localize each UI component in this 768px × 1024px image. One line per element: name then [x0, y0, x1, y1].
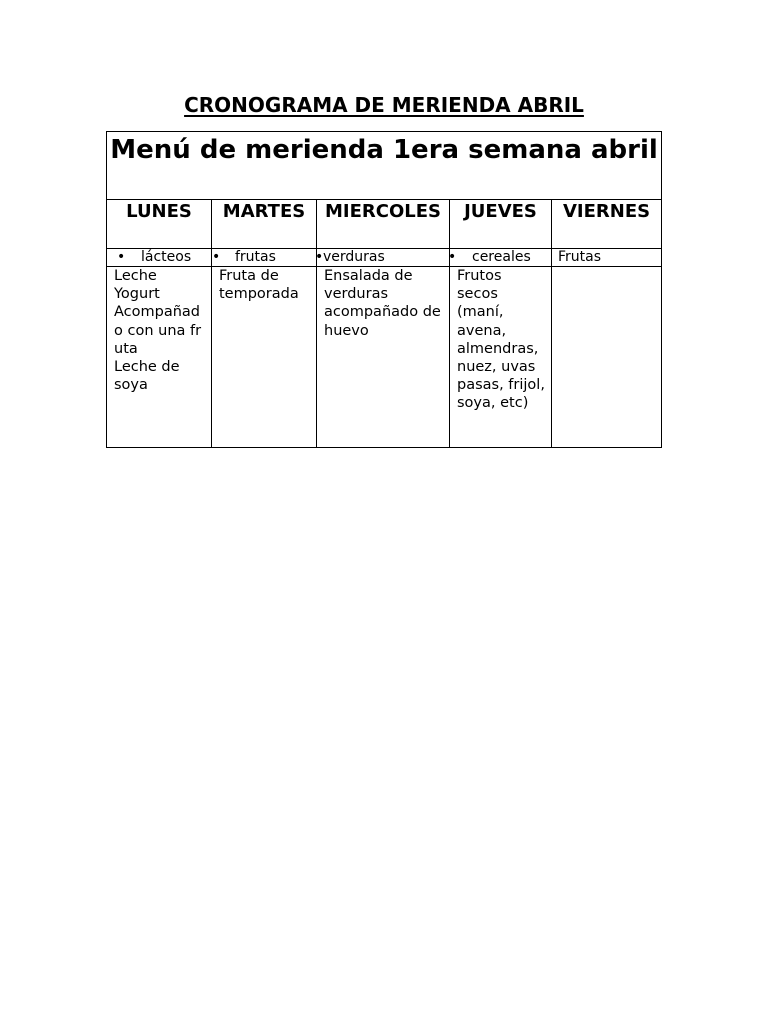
- day-header-lunes: LUNES: [107, 200, 212, 249]
- list-item: Leche: [114, 268, 157, 284]
- category-label: frutas: [235, 249, 276, 265]
- list-item: Frutos secos (maní, avena, almendras, nuez, uvas pasas, frijol, soya, etc): [457, 268, 545, 412]
- list-item: Acompañado con una fruta: [114, 304, 202, 357]
- menu-table: [106, 131, 662, 448]
- day-header-martes: MARTES: [212, 200, 317, 249]
- category-martes: [212, 249, 317, 267]
- menu-heading: Menú de merienda 1era semana abril: [107, 132, 662, 200]
- items-lunes: [107, 267, 212, 448]
- bullet-icon: •: [448, 249, 457, 265]
- list-item: Ensalada de verduras acompañado de huevo: [324, 268, 441, 339]
- list-item: Yogurt: [114, 286, 160, 303]
- items-viernes: [552, 267, 662, 448]
- category-miercoles: [317, 249, 450, 267]
- category-label: Frutas: [558, 249, 602, 265]
- list-item: Fruta de temporada: [219, 268, 299, 303]
- day-header-miercoles: MIERCOLES: [317, 200, 450, 249]
- list-item: Leche de soya: [114, 359, 180, 394]
- day-header-jueves: JUEVES: [450, 200, 552, 249]
- page-title: CRONOGRAMA DE MERIENDA ABRIL: [184, 93, 584, 117]
- bullet-icon: •: [315, 249, 324, 265]
- days-row: [107, 200, 662, 249]
- category-lunes: [107, 249, 212, 267]
- day-header-viernes: VIERNES: [552, 200, 662, 249]
- items-martes: [212, 267, 317, 448]
- items-row: [107, 267, 662, 448]
- category-jueves: [450, 249, 552, 267]
- category-label: verduras: [323, 249, 385, 265]
- categories-row: [107, 249, 662, 267]
- items-miercoles: [317, 267, 450, 448]
- category-viernes: [552, 249, 662, 267]
- items-jueves: [450, 267, 552, 448]
- bullet-icon: •: [117, 249, 126, 265]
- category-label: lácteos: [141, 249, 192, 265]
- category-label: cereales: [472, 249, 531, 265]
- menu-heading-row: [107, 132, 662, 200]
- bullet-icon: •: [212, 249, 221, 265]
